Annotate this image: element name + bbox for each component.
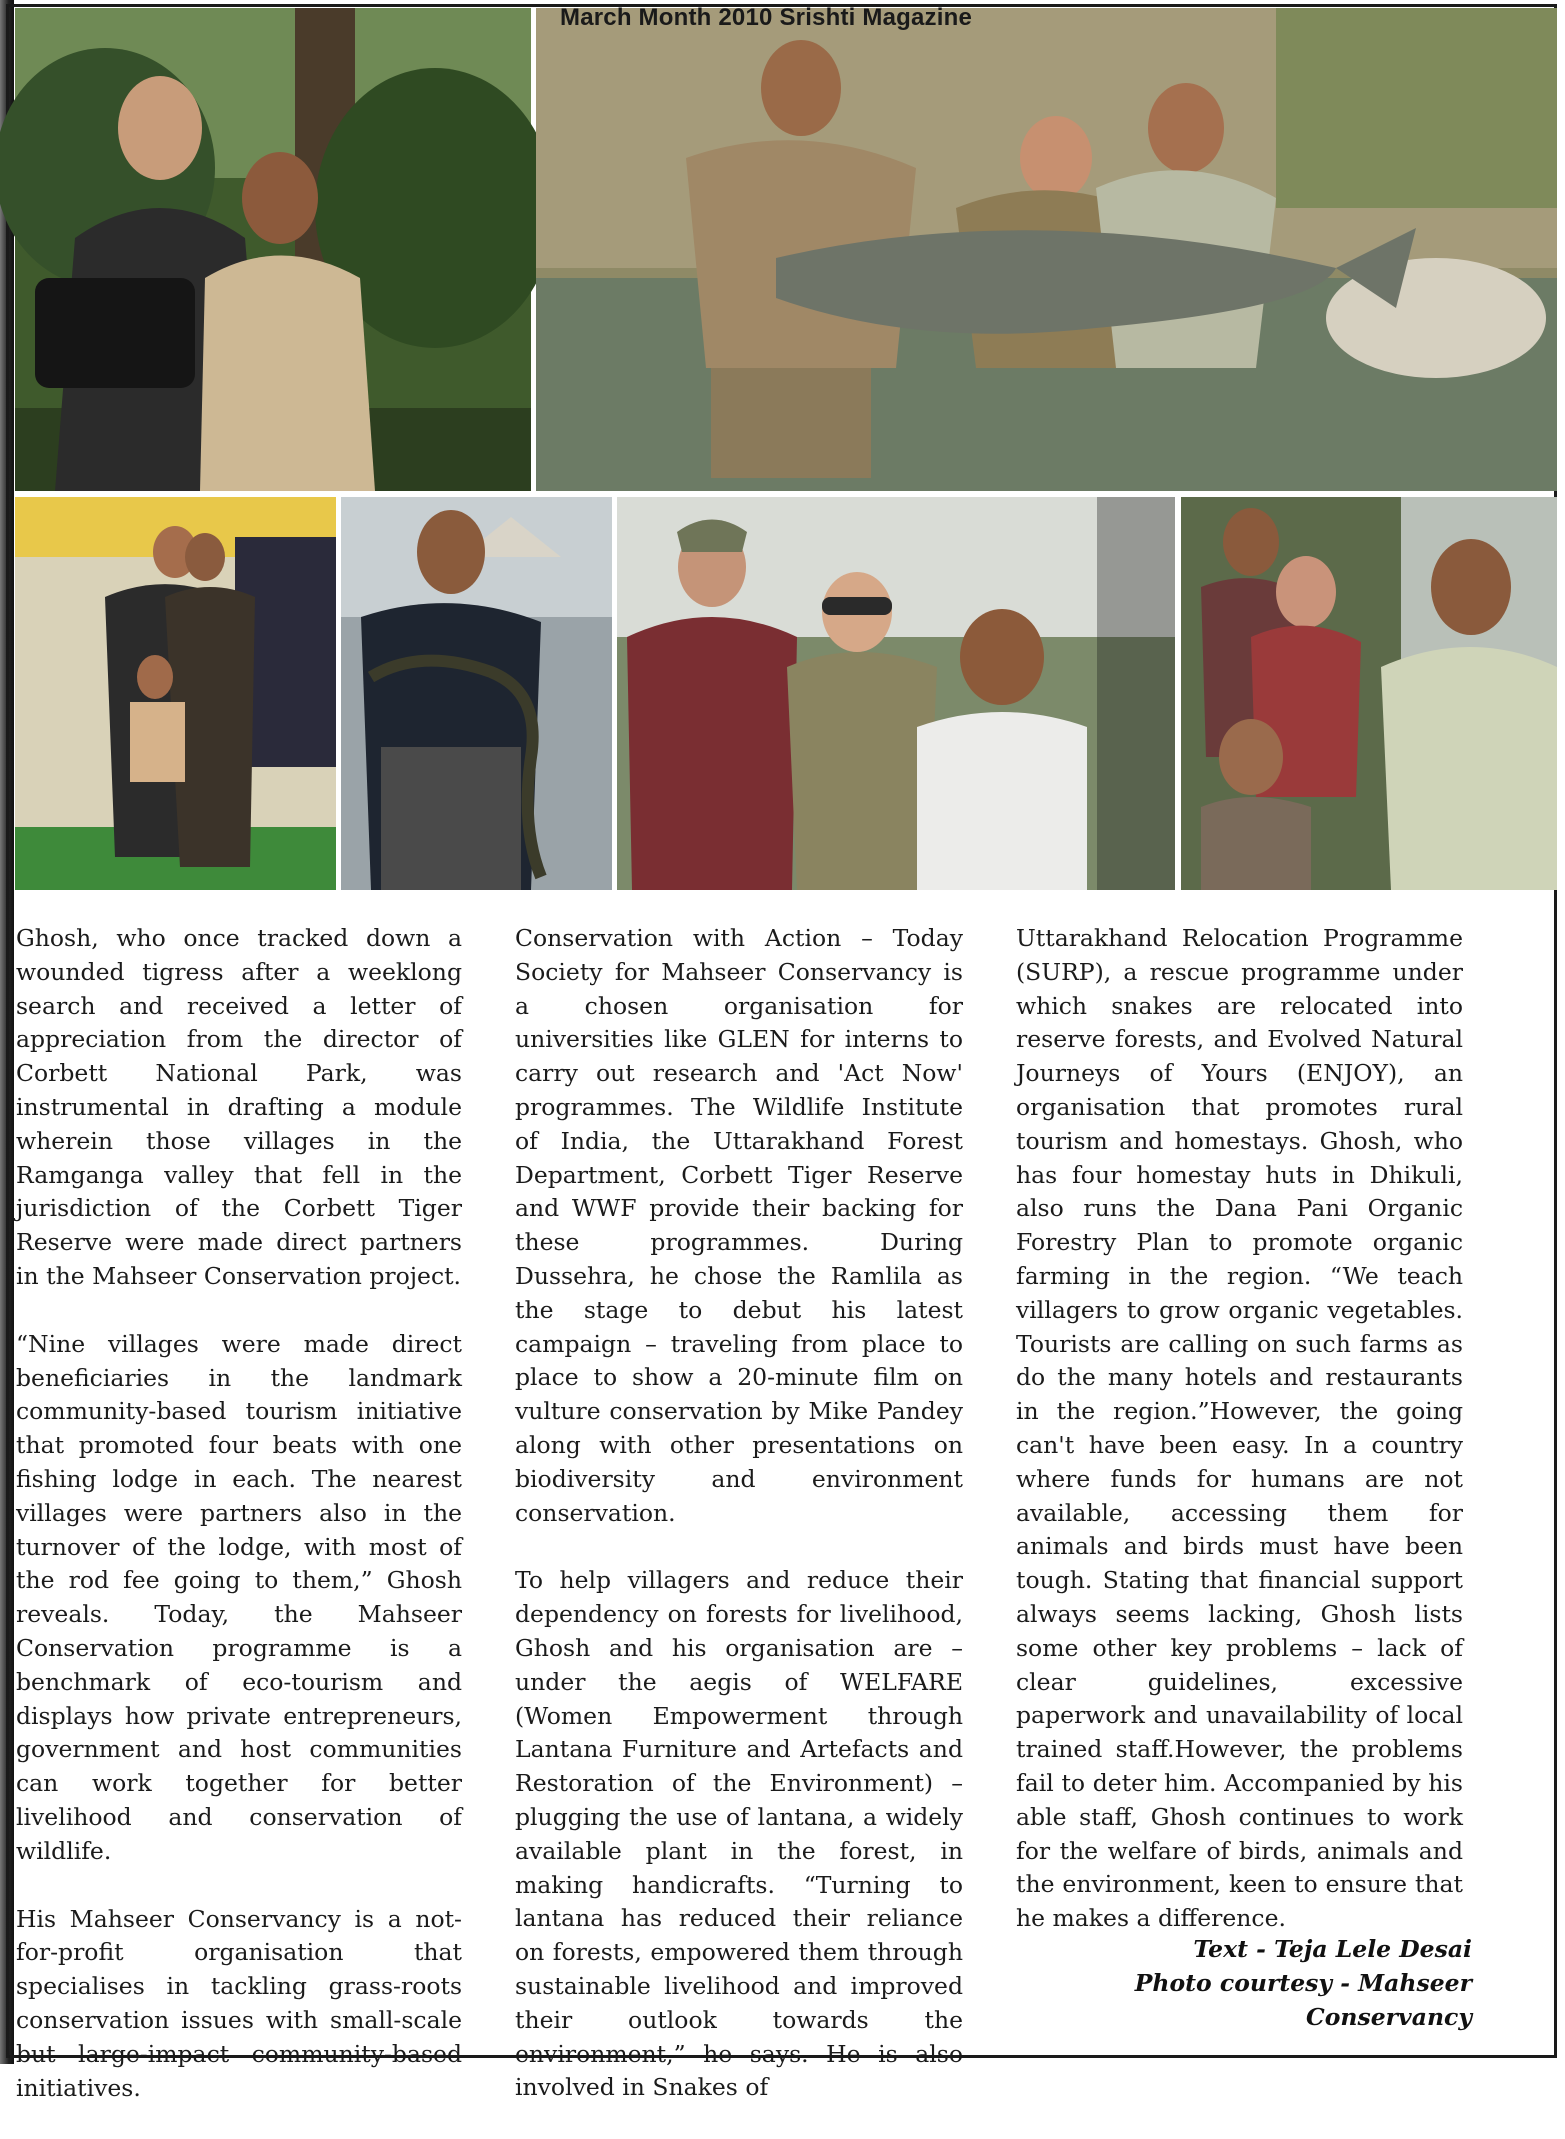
photo-credit: Photo courtesy - Mahseer — [1134, 1969, 1472, 1997]
article-column-1 — [16, 922, 462, 2139]
article-column-3 — [1016, 922, 1463, 1970]
article-column-2 — [515, 922, 963, 2139]
photo-award-ceremony — [15, 497, 336, 890]
paragraph: Uttarakhand Relocation Programme (SURP), a rescue programme under which snakes are relocated into reserve forests, and Evolved Natural Journeys of Yours (ENJOY), an organisation that promotes rural tourism and homestays. Ghosh, who has four homestay huts in Dhikuli, also runs the Dana Pani Organic Forestry Plan to promote organic farming in the region. “We teach villagers to grow organic vegetables. Tourists are calling on such farms as do the many hotels and restaurants in the region.”However, the going can't have been easy. In a country where funds for humans are not available, accessing them for animals and birds must have been tough. Stating that financial support always seems lacking, Ghosh lists some other key problems – lack of clear guidelines, excessive paperwork and unavailability of local trained staff.However, the problems fail to deter him. Accompanied by his able staff, Ghosh continues to work for the welfare of birds, animals and the environment, keen to ensure that he makes a difference. — [1016, 924, 1463, 1933]
photo-group-portrait — [617, 497, 1175, 890]
photo-village-meeting — [1181, 497, 1557, 890]
masthead: March Month 2010 Srishti Magazine — [560, 4, 973, 31]
photo-mahseer-catch — [536, 8, 1557, 491]
paragraph: His Mahseer Conservancy is a not-for-profit organisation that specialises in tackling grass-roots conservation issues with small-scale but large-impact community-based initiatives. — [16, 1904, 462, 2102]
photo-snake-handling — [341, 497, 612, 890]
article-credits — [1135, 1932, 1472, 2034]
paragraph: “Nine villages were made direct beneficiaries in the landmark community-based tourism initiative that promoted four beats with one fishing lodge in each. The nearest villages were partners also in the turnover of the lodge, with most of the rod fee going to them,” Ghosh reveals. Today, the Mahseer Conservation programme is a benchmark of eco-tourism and displays how private entrepreneurs, government and host communities can work together for better livelihood and conservation of wildlife. — [16, 1329, 462, 1865]
paragraph: To help villagers and reduce their dependency on forests for livelihood, Ghosh and his organisation are – under the aegis of WELFARE (Women Empowerment through Lantana Furniture and Artefacts and Restoration of the Environment) – plugging the use of lantana, a widely available plant in the forest, in making handicrafts. “Turning to lantana has reduced their reliance on forests, empowered them through sustainable livelihood and improved their outlook towards the environment,” he says. He is also involved in Snakes of — [515, 1566, 963, 2102]
text-credit: Text - Teja Lele Desai — [1193, 1935, 1472, 1963]
paragraph: Conservation with Action – Today Society for Mahseer Conservancy is a chosen organisation for universities like GLEN for interns to carry out research and 'Act Now' programmes. The Wildlife Institute of India, the Uttarakhand Forest Department, Corbett Tiger Reserve and WWF provide their backing for these programmes. During Dussehra, he chose the Ramlila as the stage to debut his latest campaign – traveling from place to place to show a 20-minute film on vulture conservation by Mike Pandey along with other presentations on biodiversity and environment conservation. — [515, 924, 963, 1527]
photo-credit-continued: Conservancy — [1306, 2003, 1472, 2031]
paragraph: Ghosh, who once tracked down a wounded tigress after a weeklong search and received a letter of appreciation from the director of Corbett National Park, was instrumental in drafting a module wherein those villages in the Ramganga valley that fell in the jurisdiction of the Corbett Tiger Reserve were made direct partners in the Mahseer Conservation project. — [16, 924, 462, 1290]
photo-film-crew — [15, 8, 531, 491]
